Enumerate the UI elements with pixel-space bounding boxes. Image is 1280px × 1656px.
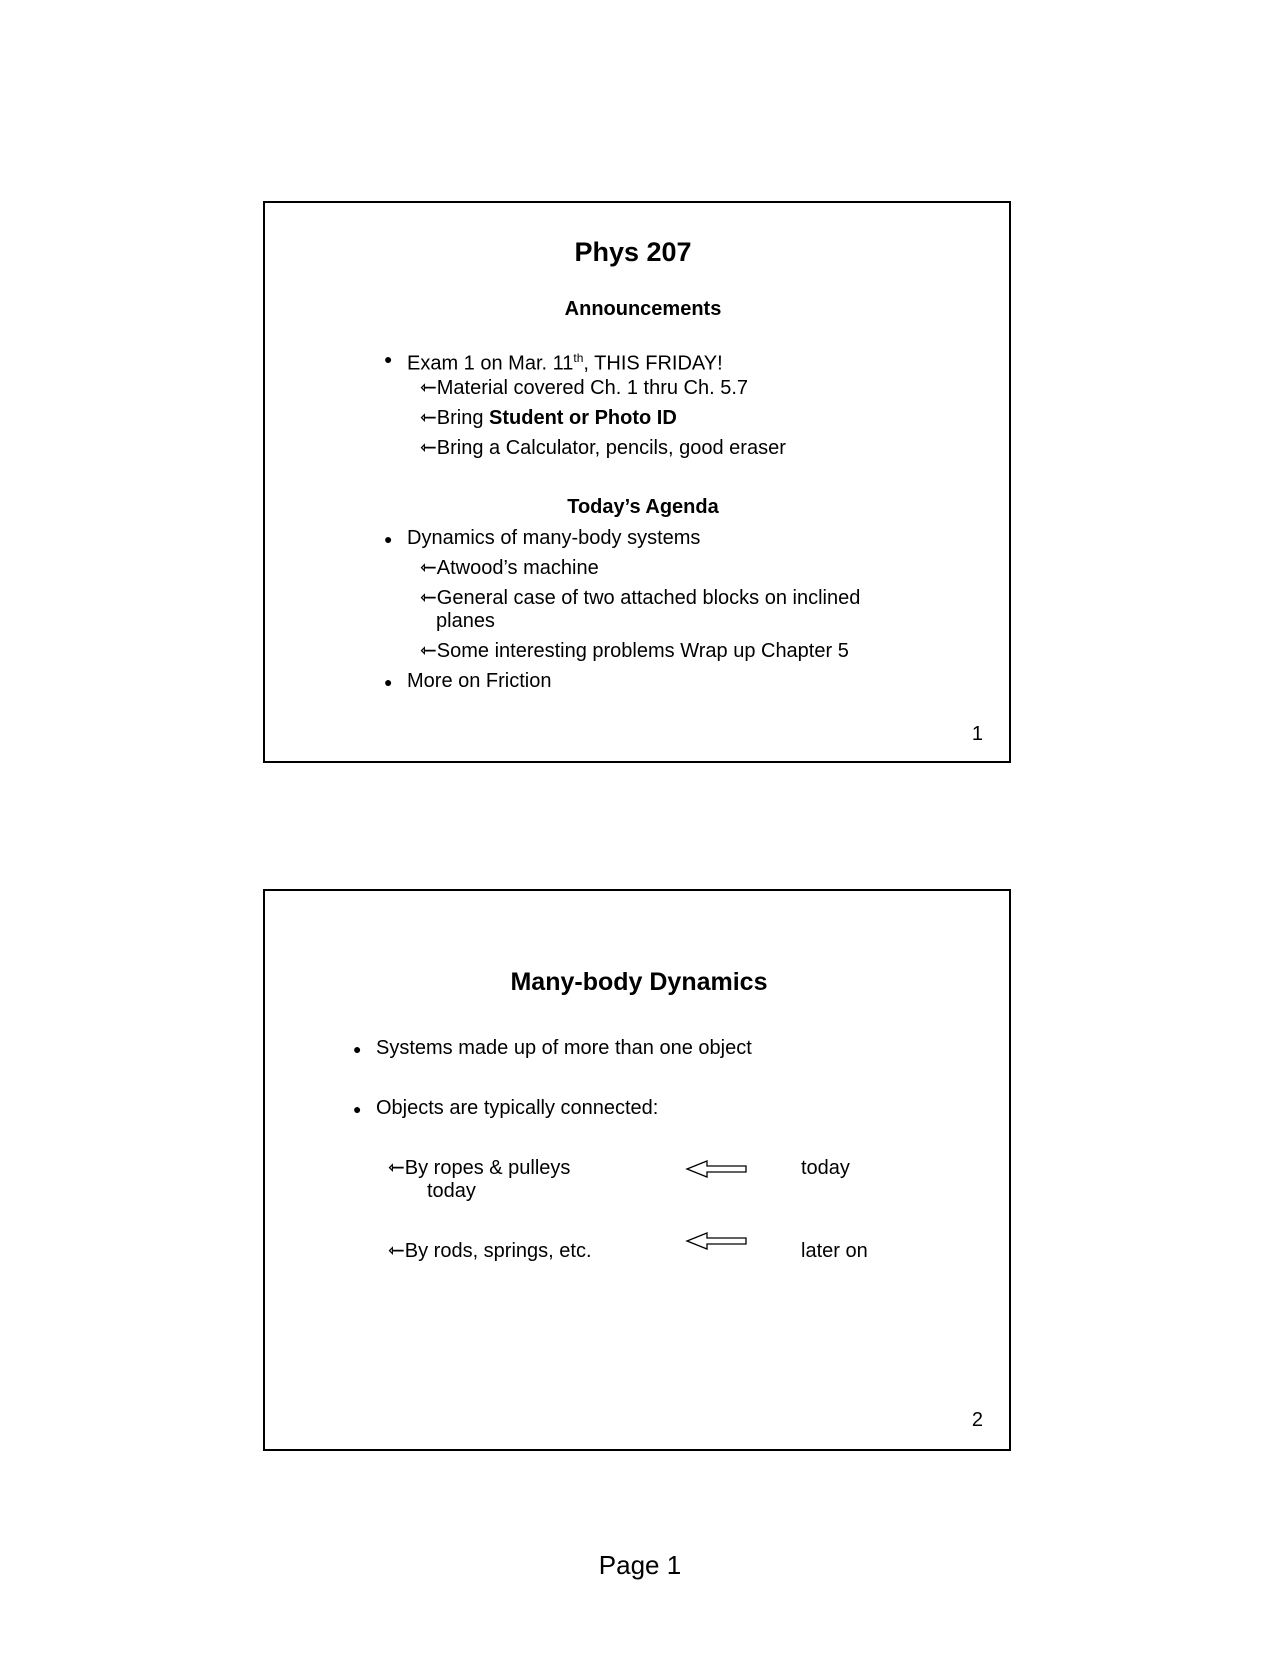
exam-announcement: Exam 1 on Mar. 11th, THIS FRIDAY! <box>407 351 723 375</box>
slide-page-number: 1 <box>971 723 983 745</box>
bullet-icon: ● <box>384 351 393 367</box>
slide-title: Phys 207 <box>574 237 692 267</box>
exam-subitem: ⇽Bring a Calculator, pencils, good eraser <box>420 437 786 459</box>
slide-page-number: 2 <box>971 1409 983 1431</box>
left-arrow-icon: ⇽ <box>420 437 437 459</box>
left-arrow-icon: ⇽ <box>388 1157 405 1179</box>
slide-bullet: Objects are typically connected: <box>376 1097 659 1119</box>
connection-subitem-continuation: today <box>427 1180 476 1202</box>
bullet-icon: ● <box>384 674 393 690</box>
slide-bullet: Systems made up of more than one object <box>376 1037 752 1059</box>
connection-note: today <box>801 1157 850 1179</box>
agenda-subitem: ⇽General case of two attached blocks on inclined <box>420 587 861 609</box>
bullet-icon: ● <box>384 531 393 547</box>
left-arrow-icon: ⇽ <box>420 377 437 399</box>
connection-note: later on <box>801 1240 868 1262</box>
slide-1 <box>263 201 1011 763</box>
slide-2 <box>263 889 1011 1451</box>
slide-title: Many-body Dynamics <box>510 968 768 996</box>
left-arrow-icon: ⇽ <box>420 587 437 609</box>
left-arrow-icon: ⇽ <box>420 407 437 429</box>
outline-left-arrow-icon <box>685 1159 749 1179</box>
connection-subitem: ⇽By rods, springs, etc. <box>388 1240 592 1262</box>
agenda-subitem: ⇽Atwood’s machine <box>420 557 599 579</box>
bullet-icon: ● <box>353 1101 362 1117</box>
agenda-heading: Today’s Agenda <box>567 496 719 518</box>
page-footer: Page 1 <box>598 1550 682 1580</box>
bullet-icon: ● <box>353 1041 362 1057</box>
agenda-subitem: ⇽Some interesting problems Wrap up Chapter 5 <box>420 640 849 662</box>
left-arrow-icon: ⇽ <box>420 557 437 579</box>
outline-left-arrow-icon <box>685 1231 749 1251</box>
agenda-subitem-continuation: planes <box>436 610 495 632</box>
connection-subitem: ⇽By ropes & pulleys <box>388 1157 571 1179</box>
left-arrow-icon: ⇽ <box>388 1240 405 1262</box>
exam-subitem: ⇽Material covered Ch. 1 thru Ch. 5.7 <box>420 377 749 399</box>
agenda-item: Dynamics of many-body systems <box>407 527 701 549</box>
agenda-item: More on Friction <box>407 670 552 692</box>
left-arrow-icon: ⇽ <box>420 640 437 662</box>
announcements-heading: Announcements <box>564 298 722 320</box>
exam-subitem: ⇽Bring Student or Photo ID <box>420 407 677 429</box>
